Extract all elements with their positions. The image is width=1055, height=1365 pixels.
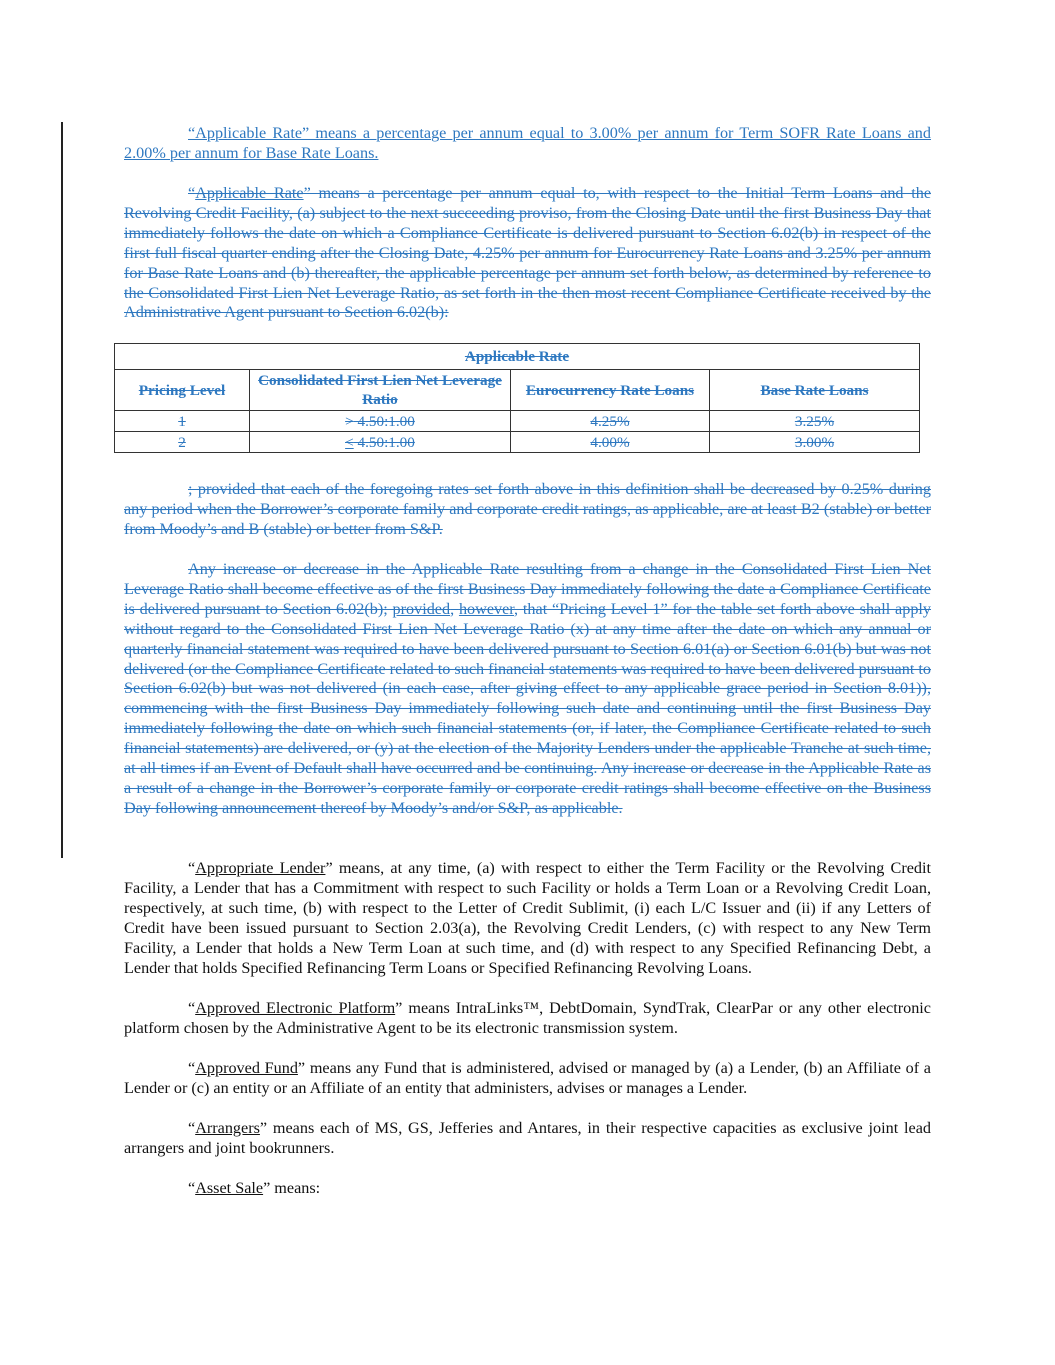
proviso-text: ; provided that each of the foregoing rates set forth above in this definition shall be decreased by 0.25% during any period when the Borrower’s corporate family and corporate credit ratings, as applicable, are at least B2 (stable) or better from Moody’s and B (stable) or better from S&P. [124,480,931,538]
definition-body: ” means, at any time, (a) with respect to either the Term Facility or the Revolving Credit Facility, a Lender that has a Commitment with respect to such Facility or holds a Term Loan or a Revolving Credit Loan, respectively, at such time, (b) with respect to the Letter of Credit Sublimit, (i) each L/C Issuer and (ii) if any Letters of Credit have been issued pursuant to Section 2.03(a), the Revolving Credit Lenders, (c) with respect to any New Term Facility, a Lender that holds a New Term Loan at such time, and (d) with respect to any Specified Refinancing Debt, a Lender that holds Specified Refinancing Term Loans or Specified Refinancing Revolving Loans. [124,859,932,977]
cell-level: 2 [115,432,250,453]
cell-eurocurrency: 4.25% [511,411,710,432]
open-quote: “ [188,859,196,877]
definition-body: ” means IntraLinks™, DebtDomain, SyndTrak, ClearPar or any other electronic platform chosen by the Administrative Agent to be its electronic transmission system. [124,999,931,1037]
deleted-adjustment-paragraph [124,560,931,819]
definition-body: ” means: [263,1179,321,1197]
table-row [115,411,920,432]
ratio-value: 4.50:1.00 [353,433,415,451]
applicable-rate-table [114,343,920,453]
cell-eurocurrency: 4.00% [511,432,710,453]
cell-base: 3.25% [710,411,920,432]
definition-approved-electronic-platform [124,999,931,1039]
definition-appropriate-lender [124,859,931,978]
header-eurocurrency-rate: Eurocurrency Rate Loans [511,370,710,411]
definition-body: ” means each of MS, GS, Jefferies and Antares, in their respective capacities as exclusive joint lead arrangers and joint bookrunners. [124,1119,931,1157]
definition-arrangers [124,1119,931,1159]
open-quote: “ [188,1059,196,1077]
deleted-applicable-rate-definition [124,184,931,323]
comma: , [450,599,459,618]
open-quote: “ [188,184,196,202]
defined-term: Asset Sale [195,1179,264,1197]
provided-term: provided [392,599,451,618]
defined-term: Arrangers [195,1119,260,1137]
cell-ratio [250,411,511,432]
open-quote: “ [188,999,196,1017]
header-base-rate: Base Rate Loans [710,370,920,411]
adjustment-text-1: Any increase or decrease in the Applicable Rate resulting from a change in the Consolidated First Lien Net Leverage Ratio shall become effective as of the first Business Day immediately following the date a Compliance Certificate is delivered pursuant to Section 6.02(b); [124,560,931,618]
header-pricing-level: Pricing Level [115,370,250,411]
ratio-symbol: > [345,412,354,430]
inserted-text: “Applicable Rate” means a percentage per annum equal to 3.00% per annum for Term SOFR Rate Loans and 2.00% per annum for Base Rate Loans. [124,124,931,162]
deleted-proviso [124,480,931,540]
inserted-applicable-rate-definition [124,124,931,164]
however-term: however [458,599,515,618]
defined-term: Approved Fund [195,1059,298,1077]
cell-ratio [250,432,511,453]
table-title: Applicable Rate [115,344,920,370]
defined-term: Applicable Rate [195,184,304,202]
cell-level: 1 [115,411,250,432]
defined-term: Approved Electronic Platform [195,999,396,1017]
open-quote: “ [188,1179,196,1197]
definition-approved-fund [124,1059,931,1099]
defined-term: Appropriate Lender [195,859,326,877]
header-leverage-ratio: Consolidated First Lien Net Leverage Ratio [250,370,511,411]
ratio-symbol: < [345,433,354,451]
definition-body: ” means any Fund that is administered, advised or managed by (a) a Lender, (b) an Affiliate of a Lender or (c) an entity or an Affiliate of an entity that administers, advises or manages a Lender. [124,1059,931,1097]
cell-base: 3.00% [710,432,920,453]
open-quote: “ [188,1119,196,1137]
definition-body: ” means a percentage per annum equal to, with respect to the Initial Term Loans and the Revolving Credit Facility, (a) subject to the next succeeding proviso, from the Closing Date until the first Business Day that immediately follows the date on which a Compliance Certificate is delivered pursuant to Section 6.02(b) in respect of the first full fiscal quarter ending after the Closing Date, 4.25% per annum for Eurocurrency Rate Loans and 3.25% per annum for Base Rate Loans and (b) thereafter, the applicable percentage per annum set forth below, as determined by reference to the Consolidated First Lien Net Leverage Ratio, as set forth in the then most recent Compliance Certificate received by the Administrative Agent pursuant to Section 6.02(b): [124,184,931,322]
ratio-value: 4.50:1.00 [353,412,415,430]
table-row [115,432,920,453]
definition-asset-sale [124,1179,931,1199]
revision-change-bar [61,122,63,858]
adjustment-text-2: , that “Pricing Level 1” for the table set forth above shall apply without regard to the Consolidated First Lien Net Leverage Ratio (x) at any time after the date on which any annual or quarterly financial statement was required to have been delivered pursuant to Section 6.01(a) or Section 6.01(b) but was not delivered (or the Compliance Certificate related to such financial statements was required to have been delivered pursuant to Section 6.02(b) but was not delivered (in each case, after giving effect to any applicable grace period in Section 8.01)), commencing with the first Business Day immediately following such date and continuing until the first Business Day immediately following the date on which such financial statements (or, if later, the Compliance Certificate related to such financial statements) are delivered, or (y) at the election of the Majority Lenders under the applicable Tranche at such time, at all times if an Event of Default shall have occurred and be continuing. Any increase or decrease in the Applicable Rate as a result of a change in the Borrower’s corporate family or corporate credit ratings shall become effective on the Business Day following announcement thereof by Moody’s and/or S&P, as applicable. [124,599,932,817]
